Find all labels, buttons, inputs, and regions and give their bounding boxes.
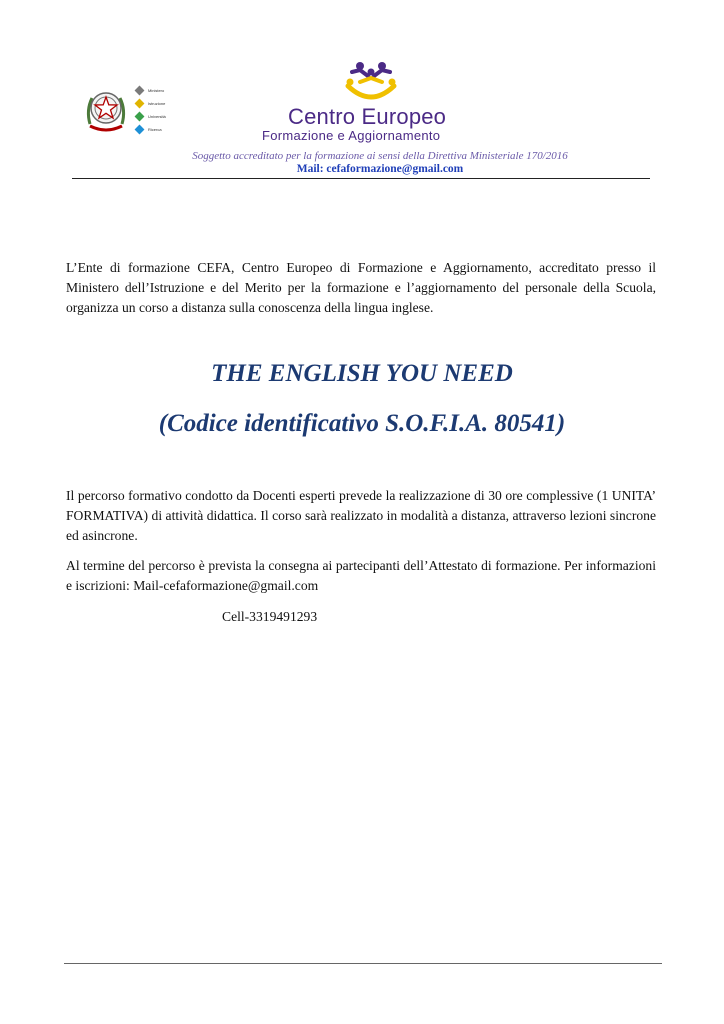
people-circle-logo-icon <box>338 56 404 106</box>
ministry-legend-row <box>136 97 176 110</box>
ministry-legend <box>136 84 176 136</box>
header-mail: Mail: cefaformazione@gmail.com <box>296 163 464 175</box>
ministry-legend-row <box>136 110 176 123</box>
brand-title: Centro Europeo <box>288 104 447 129</box>
ministry-legend-label: Ministero <box>148 88 165 93</box>
closing-paragraph: Al termine del percorso è prevista la consegna ai partecipanti dell’Attestato di formazione. Per informazioni e iscrizioni: Mail-cefaformazione@gmail.com <box>66 558 656 593</box>
course-code: (Codice identificativo S.O.F.I.A. 80541) <box>158 410 566 437</box>
brand-subtitle: Formazione e Aggiornamento <box>262 128 441 143</box>
ministry-legend-label: Ricerca <box>148 127 162 132</box>
green-diamond-icon <box>135 112 145 122</box>
accreditation-note: Soggetto accreditato per la formazione ai sensi della Direttiva Ministeriale 170/2016 <box>192 150 568 162</box>
italian-republic-emblem-icon <box>82 80 130 136</box>
blue-diamond-icon <box>135 125 145 135</box>
ministry-legend-row <box>136 84 176 97</box>
description-paragraph: Il percorso formativo condotto da Docenti esperti prevede la realizzazione di 30 ore complessive (1 UNITA’ FORMATIVA) di attività didattica. Il corso sarà realizzato in modalità a distanza, attraverso lezioni sincrone ed asincrone. <box>66 488 656 543</box>
header-divider <box>72 178 650 179</box>
yellow-diamond-icon <box>135 99 145 109</box>
ministry-legend-row <box>136 123 176 136</box>
ministry-legend-label: Università <box>148 114 166 119</box>
ministry-legend-label: Istruzione <box>148 101 166 106</box>
intro-paragraph: L’Ente di formazione CEFA, Centro Europeo di Formazione e Aggiornamento, accreditato presso il Ministero dell’Istruzione e del Merito per la formazione e l’aggiornamento del personale della Scuola, organizza un corso a distanza sulla conoscenza della lingua inglese. <box>66 260 656 315</box>
gear-icon <box>135 86 145 96</box>
course-title: THE ENGLISH YOU NEED <box>211 360 513 387</box>
phone-number: Cell-3319491293 <box>222 609 318 624</box>
footer-divider <box>64 963 662 964</box>
